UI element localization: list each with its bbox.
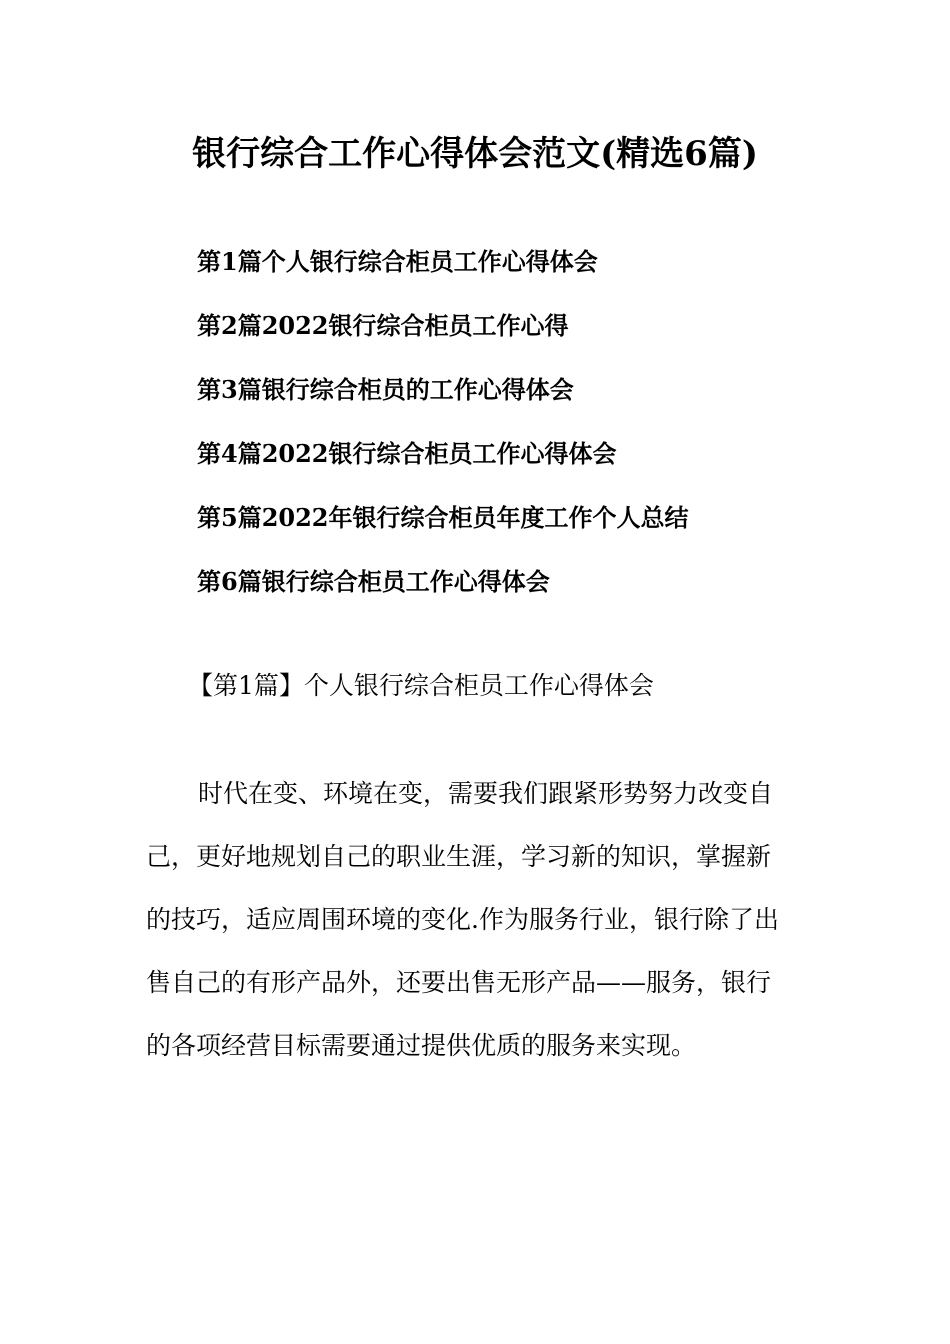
document-title: 银行综合工作心得体会范文(精选6篇) xyxy=(192,134,758,174)
paragraph-line-4: 售自己的有形产品外，还要出售无形产品——服务，银行 xyxy=(146,968,772,997)
body-paragraph xyxy=(146,766,806,1081)
paragraph-line-2: 己，更好地规划自己的职业生涯，学习新的知识，掌握新 xyxy=(146,842,772,871)
section-heading: 【第1篇】个人银行综合柜员工作心得体会 xyxy=(188,671,654,700)
table-of-contents xyxy=(197,240,897,624)
toc-item-2: 第2篇2022银行综合柜员工作心得 xyxy=(197,311,569,340)
toc-item-1: 第1篇个人银行综合柜员工作心得体会 xyxy=(197,247,598,276)
toc-item-3: 第3篇银行综合柜员的工作心得体会 xyxy=(197,375,574,404)
toc-item-5: 第5篇2022年银行综合柜员年度工作个人总结 xyxy=(197,503,689,532)
paragraph-line-3: 的技巧，适应周围环境的变化.作为服务行业，银行除了出 xyxy=(146,905,779,934)
paragraph-line-1: 时代在变、环境在变，需要我们跟紧形势努力改变自 xyxy=(198,779,774,808)
toc-item-6: 第6篇银行综合柜员工作心得体会 xyxy=(197,567,550,596)
toc-item-4: 第4篇2022银行综合柜员工作心得体会 xyxy=(197,439,617,468)
paragraph-line-5: 的各项经营目标需要通过提供优质的服务来实现。 xyxy=(146,1031,697,1060)
